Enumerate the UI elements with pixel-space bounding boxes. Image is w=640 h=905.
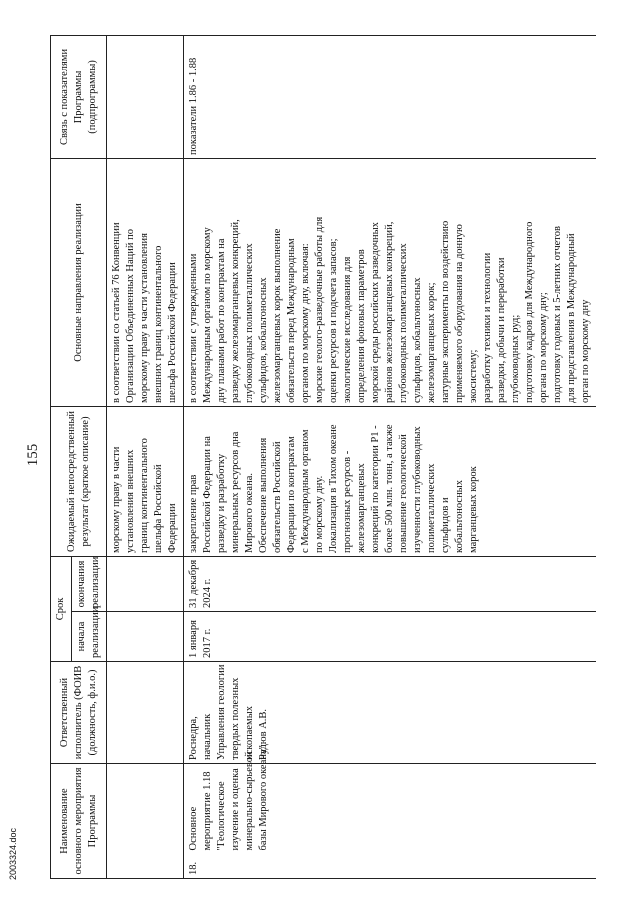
text-line: внешних границ континентального bbox=[153, 245, 164, 403]
text-line: более 500 млн. тонн, а также bbox=[384, 424, 395, 553]
text-line: разработку техники и технологии bbox=[482, 252, 493, 403]
measure-indicators-link: показатели 1.86 - 1.88 bbox=[184, 35, 597, 158]
text-line: районов железомарганцевых конкреций, bbox=[384, 221, 395, 403]
text-line: глубоководных руд; bbox=[510, 314, 521, 403]
header-responsible: Ответственный исполнитель (ФОИВ (должность, ф.и.о.) bbox=[51, 661, 107, 763]
text-line: Федерации bbox=[167, 503, 178, 553]
measure-end-date bbox=[184, 556, 597, 611]
row-number: 18. bbox=[184, 854, 597, 879]
text-line: начальник bbox=[202, 713, 213, 760]
rotated-page bbox=[20, 25, 620, 885]
text-line: сульфидов, кобальтоносных bbox=[258, 277, 269, 403]
continuation-row bbox=[107, 35, 184, 878]
table-row-18 bbox=[184, 35, 597, 878]
text-line: подготовку кадров для Международного bbox=[524, 221, 535, 403]
header-row bbox=[51, 35, 72, 878]
measure-expected-result bbox=[184, 406, 597, 556]
text-line: оценки ресурсов и подсчета запасов; bbox=[328, 238, 339, 403]
measure-responsible bbox=[184, 661, 597, 763]
text-line: сульфидов, кобальтоносных bbox=[412, 277, 423, 403]
text-line: глубоководных полиметаллических bbox=[244, 243, 255, 403]
text-line: органа по морскому дну; bbox=[538, 292, 549, 403]
text-line: морскому праву в части установления bbox=[139, 233, 150, 403]
text-line: базы Мирового океана" bbox=[258, 745, 269, 851]
measure-name bbox=[184, 745, 597, 853]
text-line: ископаемых bbox=[244, 705, 255, 760]
text-line: 2024 г. bbox=[202, 578, 213, 608]
cont-link-cell bbox=[107, 35, 184, 158]
text-line: Организации Объединенных Наций по bbox=[125, 229, 136, 403]
text-line: экосистему; bbox=[468, 349, 479, 403]
text-line: 1 января bbox=[188, 620, 199, 658]
text-line: Обеспечение выполнения bbox=[258, 437, 269, 553]
header-name: Наименование основного мероприятия Программы bbox=[51, 763, 107, 878]
text-line: железомарганцевых корок выполнение bbox=[272, 228, 283, 403]
text-line: закрепление прав bbox=[188, 474, 199, 553]
header-start: начала реализации bbox=[72, 611, 107, 661]
text-line: морской среды российских разведочных bbox=[370, 222, 381, 403]
text-line: органом по морскому дну, включая: bbox=[300, 243, 311, 403]
header-link: Связь с показателями Программы (подпрограммы) bbox=[51, 35, 107, 158]
text-line: в соответствии с утвержденными bbox=[188, 253, 199, 403]
text-line: разведку железомарганцевых конкреций, bbox=[230, 219, 241, 403]
text-line: сульфидов и bbox=[440, 497, 451, 553]
header-directions: Основные направления реализации bbox=[51, 158, 107, 406]
text-line: шельфа Российской Федерации bbox=[167, 262, 178, 403]
page-number: 155 bbox=[25, 443, 41, 467]
cont-end-cell bbox=[107, 556, 184, 611]
text-line: морские геолого-разведочные работы для bbox=[314, 216, 325, 403]
text-line: железомарганцевых корок; bbox=[426, 282, 437, 403]
cont-name-cell bbox=[107, 763, 184, 853]
text-line: Локализация в Тихом океане bbox=[328, 424, 339, 553]
header-end: окончания реализации bbox=[72, 556, 107, 611]
text-line: 31 декабря bbox=[188, 559, 199, 608]
header-result: Ожидаемый непосредственный результат (краткое описание) bbox=[51, 406, 107, 556]
text-line: минерально-сырьевой bbox=[244, 751, 255, 851]
text-line: орган по морскому дну bbox=[580, 299, 591, 403]
text-line: Роснедра, bbox=[188, 716, 199, 760]
measures-table bbox=[50, 35, 596, 879]
text-line: установления внешних bbox=[125, 449, 136, 553]
text-line: Основное bbox=[188, 806, 199, 851]
text-line: границ континентального bbox=[139, 438, 150, 553]
text-line: Управления геологии bbox=[216, 664, 227, 760]
text-line: Международным органом по морскому bbox=[202, 227, 213, 403]
cont-number-cell bbox=[107, 854, 184, 879]
text-line: глубоководных полиметаллических bbox=[398, 243, 409, 403]
text-line: разведки, добычи и переработки bbox=[496, 257, 507, 403]
text-line: "Геологическое bbox=[216, 781, 227, 851]
text-line: полиметаллических bbox=[426, 463, 437, 553]
text-line: 2017 г. bbox=[202, 628, 213, 658]
text-line: Мирового океана. bbox=[244, 473, 255, 553]
text-line: подготовку годовых и 5-летних отчетов bbox=[552, 226, 563, 403]
text-line: прогнозных ресурсов - bbox=[342, 450, 353, 553]
cont-result-cell bbox=[107, 406, 184, 556]
footer-filename: 2003324.doc bbox=[8, 827, 18, 880]
text-line: изучение и оценка bbox=[230, 768, 241, 851]
measure-directions bbox=[184, 158, 597, 406]
text-line: морскому праву в части bbox=[111, 446, 122, 553]
text-line: мероприятие 1.18 bbox=[202, 771, 213, 851]
text-line: применяемого оборудования на донную bbox=[454, 224, 465, 403]
text-line: Федерации по контрактам bbox=[286, 436, 297, 553]
cont-directions-cell bbox=[107, 158, 184, 406]
text-line: Рудюв А.В. bbox=[258, 708, 269, 760]
text-line: твердых полезных bbox=[230, 677, 241, 760]
text-line: обязательств перед Международным bbox=[286, 238, 297, 403]
text-line: экологические исследования для bbox=[342, 256, 353, 403]
measure-start-date bbox=[184, 611, 597, 661]
text-line: в соответствии со статьей 76 Конвенции bbox=[111, 222, 122, 403]
text-line: конкреций по категории Р1 - bbox=[370, 425, 381, 553]
text-line: изученности глубоководных bbox=[412, 426, 423, 553]
cont-responsible-cell bbox=[107, 661, 184, 763]
text-line: повышение геологической bbox=[398, 434, 409, 553]
text-line: для представления в Международный bbox=[566, 233, 577, 403]
text-line: железомарганцевых bbox=[356, 463, 367, 553]
text-line: с Международным органом bbox=[300, 429, 311, 553]
text-line: шельфа Российской bbox=[153, 464, 164, 553]
text-line: Российской Федерации на bbox=[202, 436, 213, 553]
text-line: разведку и разработку bbox=[216, 453, 227, 553]
text-line: определения фоновых параметров bbox=[356, 249, 367, 403]
text-line: дну планами работ по контрактам на bbox=[216, 238, 227, 403]
text-line: марганцевых корок bbox=[468, 466, 479, 553]
text-line: по морскому дну. bbox=[314, 475, 325, 553]
cont-start-cell bbox=[107, 611, 184, 661]
header-term: Срок bbox=[51, 556, 72, 661]
text-line: обязательств Российской bbox=[272, 441, 283, 553]
text-line: натурные эксперименты по воздействию bbox=[440, 220, 451, 403]
text-line: минеральных ресурсов дна bbox=[230, 431, 241, 553]
text-line: кобальтоносных bbox=[454, 480, 465, 553]
